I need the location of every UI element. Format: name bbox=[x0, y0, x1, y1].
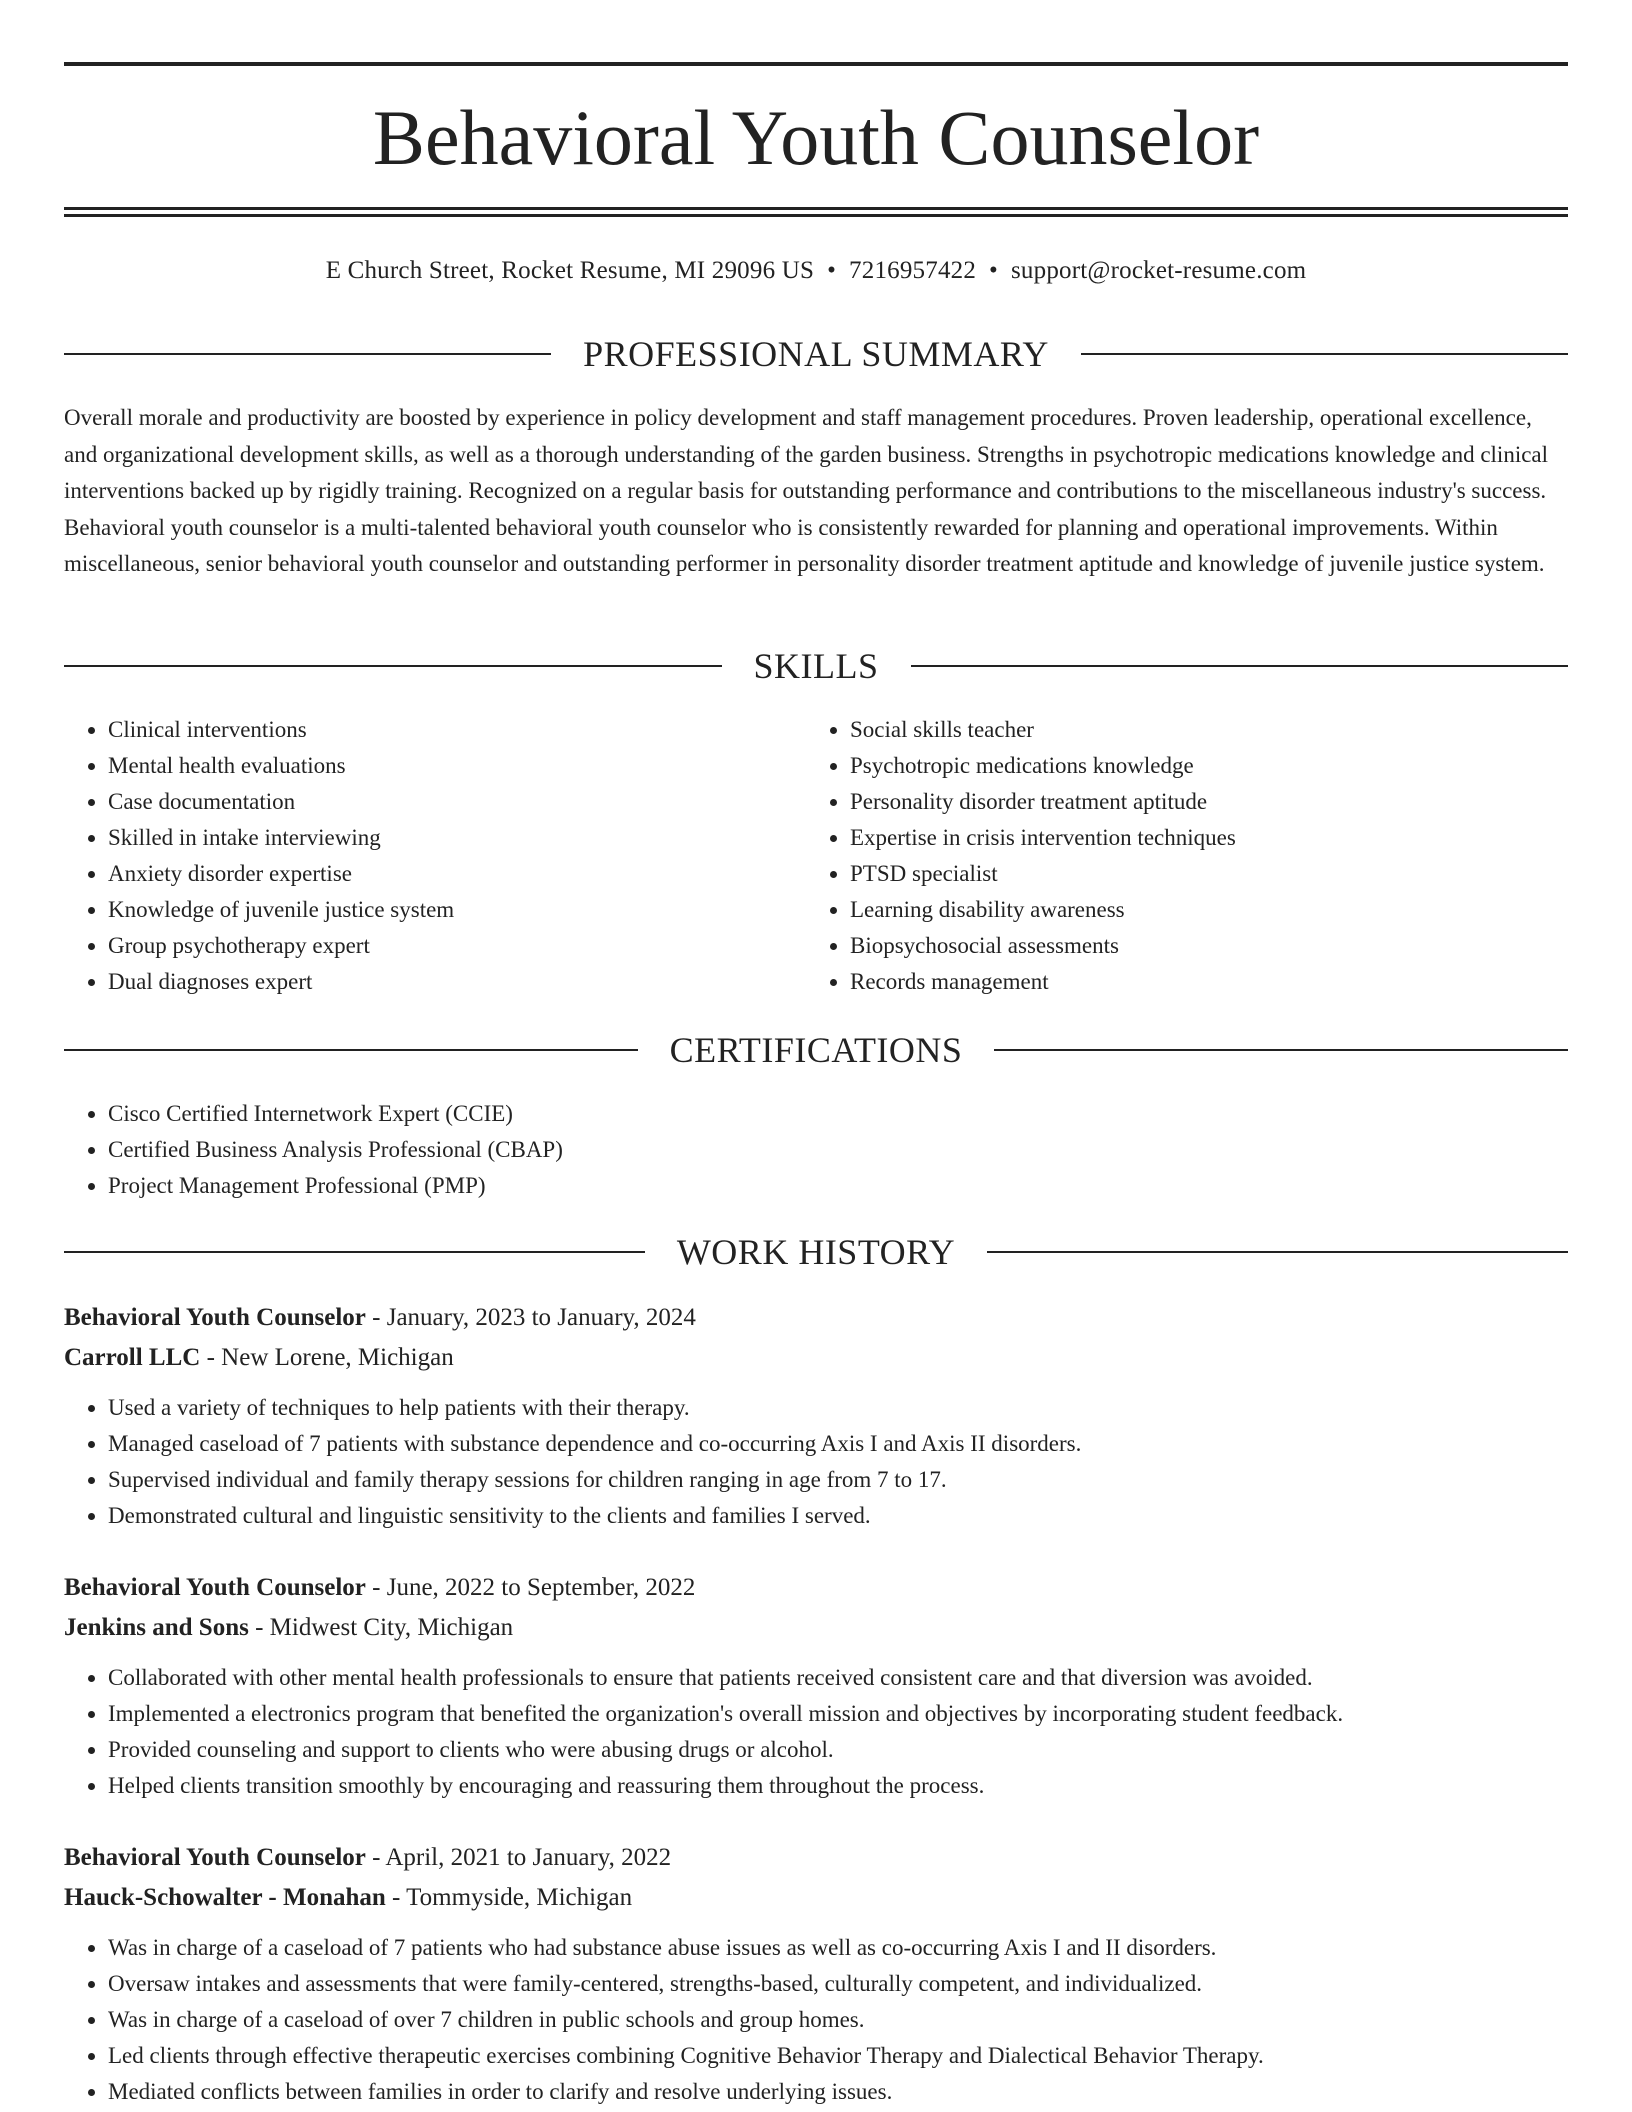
job-role-line bbox=[64, 1298, 1568, 1338]
job-company-line bbox=[64, 1878, 1568, 1918]
contact-address: E Church Street, Rocket Resume, MI 29096 US bbox=[325, 257, 815, 284]
job-location: - Tommyside, Michigan bbox=[385, 1884, 633, 1911]
header-double-rule bbox=[64, 207, 1568, 217]
heading-rule bbox=[911, 665, 1569, 667]
skill-item: • Learning disability awareness bbox=[850, 892, 1548, 928]
job-dates: - June, 2022 to September, 2022 bbox=[365, 1574, 696, 1601]
skills-column-left bbox=[64, 712, 806, 1000]
skill-item: • Dual diagnoses expert bbox=[108, 964, 806, 1000]
job-entry bbox=[64, 1298, 1568, 1534]
job-bullet: • Supervised individual and family therapy sessions for children ranging in age from 7 to 17. bbox=[108, 1462, 1568, 1498]
heading-rule bbox=[994, 1049, 1568, 1051]
job-bullet: • Collaborated with other mental health professionals to ensure that patients received consistent care and that diversion was avoided. bbox=[108, 1660, 1568, 1696]
job-bullet: • Led clients through effective therapeutic exercises combining Cognitive Behavior Therapy and Dialectical Behavior Therapy. bbox=[108, 2038, 1568, 2074]
job-company-line bbox=[64, 1338, 1568, 1378]
certifications-heading bbox=[64, 1028, 1568, 1072]
skill-item: • Anxiety disorder expertise bbox=[108, 856, 806, 892]
heading-rule bbox=[64, 665, 722, 667]
heading-rule bbox=[64, 353, 551, 355]
job-dates: - January, 2023 to January, 2024 bbox=[365, 1304, 696, 1331]
skill-item: • Psychotropic medications knowledge bbox=[850, 748, 1548, 784]
contact-phone: 7216957422 bbox=[849, 257, 977, 284]
certifications-heading-text: CERTIFICATIONS bbox=[669, 1030, 963, 1070]
job-entry bbox=[64, 1568, 1568, 1804]
job-location: - Midwest City, Michigan bbox=[248, 1614, 514, 1641]
job-dates: - April, 2021 to January, 2022 bbox=[365, 1844, 672, 1871]
job-company: Carroll LLC bbox=[64, 1344, 201, 1371]
skills-heading-text: SKILLS bbox=[753, 646, 879, 686]
skill-item: • Biopsychosocial assessments bbox=[850, 928, 1548, 964]
summary-heading bbox=[64, 332, 1568, 376]
contact-separator: • bbox=[989, 257, 998, 284]
job-bullet: • Used a variety of techniques to help patients with their therapy. bbox=[108, 1390, 1568, 1426]
job-title: Behavioral Youth Counselor bbox=[64, 1844, 366, 1871]
job-title: Behavioral Youth Counselor bbox=[64, 1574, 366, 1601]
summary-heading-text: PROFESSIONAL SUMMARY bbox=[583, 334, 1049, 374]
heading-rule bbox=[987, 1251, 1568, 1253]
job-bullet: • Was in charge of a caseload of 7 patients who had substance abuse issues as well as co-occurring Axis I and II disorders. bbox=[108, 1930, 1568, 1966]
contact-email: support@rocket-resume.com bbox=[1011, 257, 1307, 284]
job-bullet: • Mediated conflicts between families in order to clarify and resolve underlying issues. bbox=[108, 2074, 1568, 2110]
job-location: - New Lorene, Michigan bbox=[200, 1344, 454, 1371]
work-history-heading bbox=[64, 1230, 1568, 1274]
job-bullet: • Implemented a electronics program that benefited the organization's overall mission and objectives by incorporating student feedback. bbox=[108, 1696, 1568, 1732]
job-entry bbox=[64, 1838, 1568, 2110]
job-bullet: • Demonstrated cultural and linguistic sensitivity to the clients and families I served. bbox=[108, 1498, 1568, 1534]
header-top-rule bbox=[64, 62, 1568, 66]
job-bullet: • Oversaw intakes and assessments that were family-centered, strengths-based, culturally competent, and individualized. bbox=[108, 1966, 1568, 2002]
heading-rule bbox=[64, 1251, 645, 1253]
resume-name: Behavioral Youth Counselor bbox=[372, 94, 1260, 181]
skill-item: • Personality disorder treatment aptitude bbox=[850, 784, 1548, 820]
certification-item: • Project Management Professional (PMP) bbox=[108, 1168, 1568, 1204]
heading-rule bbox=[64, 1049, 638, 1051]
skill-item: • Group psychotherapy expert bbox=[108, 928, 806, 964]
job-company: Jenkins and Sons bbox=[64, 1614, 249, 1641]
skills-column-right bbox=[806, 712, 1548, 1000]
heading-rule bbox=[1081, 353, 1568, 355]
job-bullet: • Was in charge of a caseload of over 7 children in public schools and group homes. bbox=[108, 2002, 1568, 2038]
job-bullet: • Helped clients transition smoothly by encouraging and reassuring them throughout the process. bbox=[108, 1768, 1568, 1804]
job-bullet: • Managed caseload of 7 patients with substance dependence and co-occurring Axis I and Axis II disorders. bbox=[108, 1426, 1568, 1462]
job-company-line bbox=[64, 1608, 1568, 1648]
contact-separator: • bbox=[827, 257, 837, 284]
contact-line bbox=[64, 255, 1568, 287]
skill-item: • PTSD specialist bbox=[850, 856, 1548, 892]
skill-item: • Records management bbox=[850, 964, 1548, 1000]
job-title: Behavioral Youth Counselor bbox=[64, 1304, 366, 1331]
skill-item: • Expertise in crisis intervention techniques bbox=[850, 820, 1548, 856]
skill-item: • Knowledge of juvenile justice system bbox=[108, 892, 806, 928]
skills-list bbox=[64, 712, 1568, 1000]
certifications-list bbox=[64, 1096, 1568, 1204]
job-role-line bbox=[64, 1568, 1568, 1608]
skill-item: • Clinical interventions bbox=[108, 712, 806, 748]
skill-item: • Mental health evaluations bbox=[108, 748, 806, 784]
work-history-heading-text: WORK HISTORY bbox=[676, 1232, 956, 1272]
job-company: Hauck-Schowalter - Monahan bbox=[64, 1884, 386, 1911]
certification-item: • Cisco Certified Internetwork Expert (CCIE) bbox=[108, 1096, 1568, 1132]
job-role-line bbox=[64, 1838, 1568, 1878]
summary-text: Overall morale and productivity are boosted by experience in policy development and staff management procedures. Proven leadership, operational excellence, and organizational development skills, as well as a thorough understanding of the garden business. Strengths in psychotropic medications knowledge and clinical interventions backed up by rigidly training. Recognized on a regular basis for outstanding performance and contributions to the miscellaneous industry's success. Behavioral youth counselor is a multi-talented behavioral youth counselor who is consistently rewarded for planning and operational improvements. Within miscellaneous, senior behavioral youth counselor and outstanding performer in personality disorder treatment aptitude and knowledge of juvenile justice system. bbox=[64, 405, 1549, 576]
certification-item: • Certified Business Analysis Professional (CBAP) bbox=[108, 1132, 1568, 1168]
skill-item: • Social skills teacher bbox=[850, 712, 1548, 748]
skills-heading bbox=[64, 644, 1568, 688]
job-bullet: • Provided counseling and support to clients who were abusing drugs or alcohol. bbox=[108, 1732, 1568, 1768]
skill-item: • Skilled in intake interviewing bbox=[108, 820, 806, 856]
skill-item: • Case documentation bbox=[108, 784, 806, 820]
